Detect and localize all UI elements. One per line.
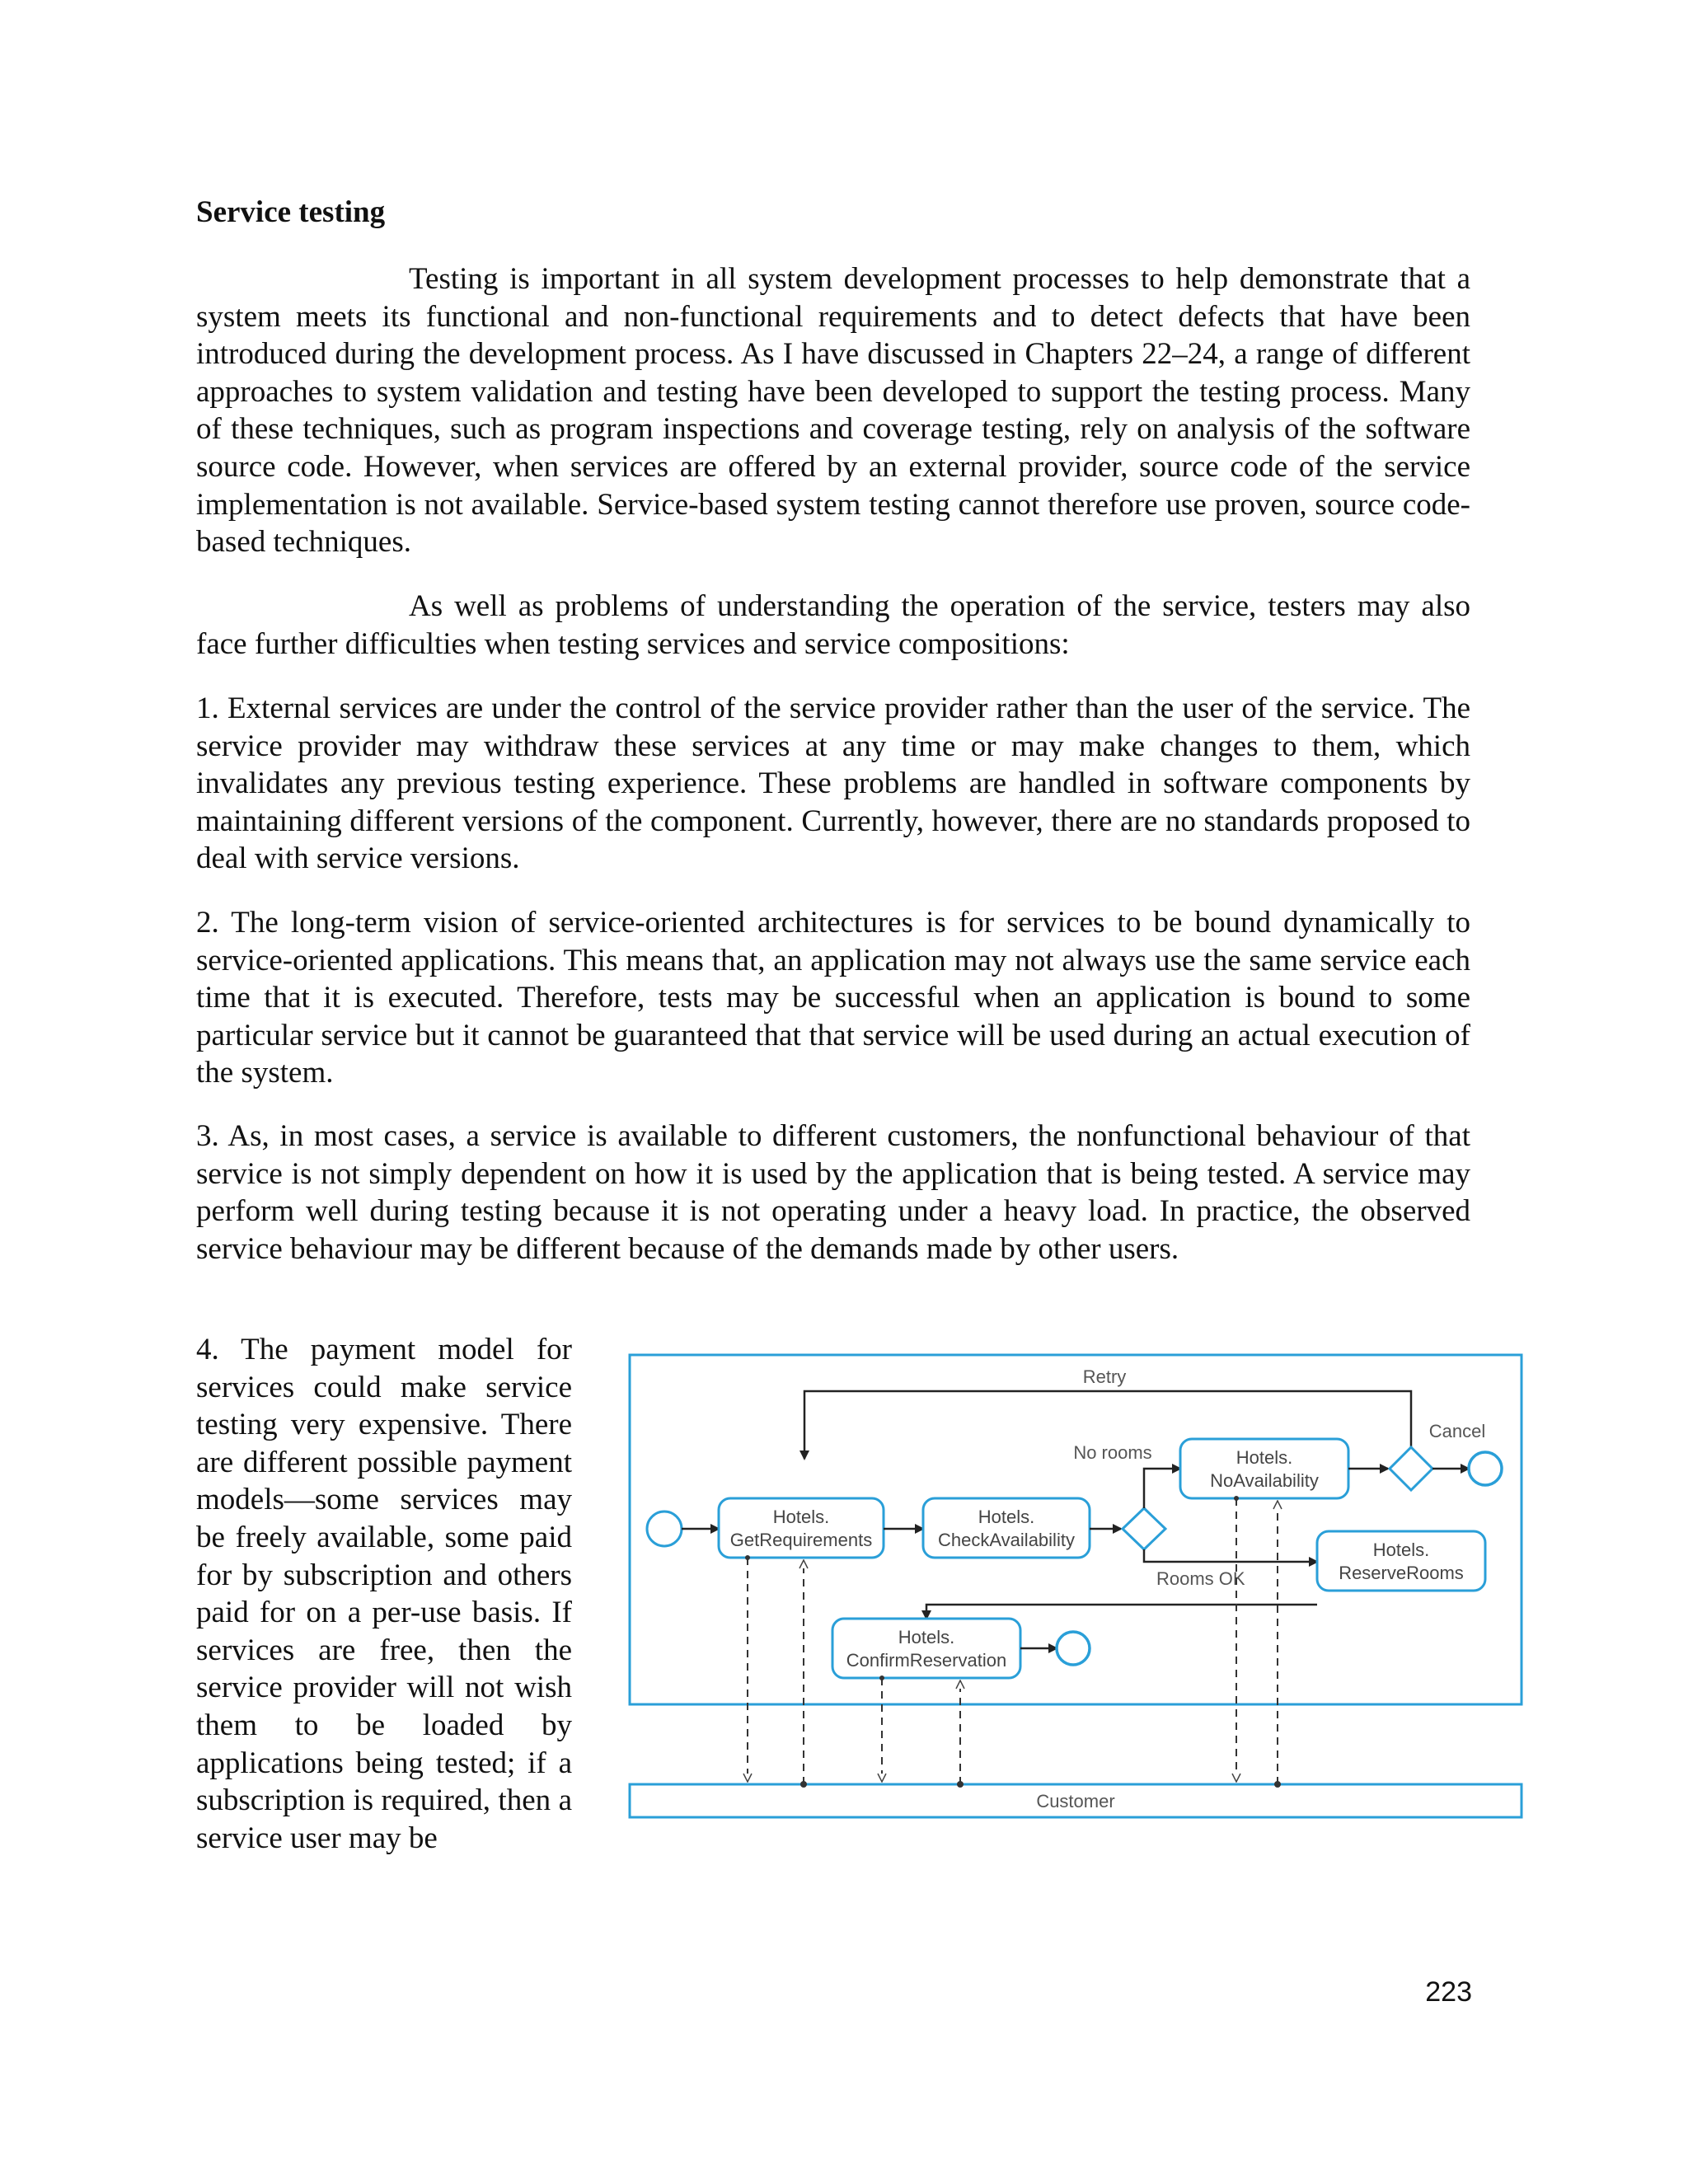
activity-diagram [626,1352,1525,1825]
rooms-ok-label: Rooms OK [1156,1568,1245,1589]
retry-decision [1390,1447,1432,1490]
check-availability-node [923,1498,1090,1558]
svg-text:CheckAvailability: CheckAvailability [938,1530,1075,1550]
svg-text:Hotels.: Hotels. [1372,1540,1430,1560]
retry-label: Retry [1082,1366,1127,1387]
no-rooms-arrow [1144,1469,1180,1508]
svg-text:Hotels.: Hotels. [772,1507,830,1527]
no-rooms-label: No rooms [1073,1442,1152,1463]
no-availability-node [1180,1439,1348,1498]
cancel-end-node [1469,1452,1502,1485]
list-item: 4. The payment model for services could make service testing very expensive. There are different possible payment models—some services may be freely available, some paid for by subscription and others paid for on a per-use basis. If services are free, then the service provider will not wish them to be loaded by applications being tested; if a subscription is required, then a service user may be [196,1333,572,1855]
customer-label: Customer [1036,1791,1115,1811]
list-item: 1. External services are under the control of the service provider rather than the user of the service. The service provider may withdraw these services at any time or may make changes to them, which invalidates any previous testing experience. These problems are handled in software components by maintaining different versions of the component. Currently, however, there are no standards proposed to deal with service versions. [196,691,1470,876]
svg-text:ReserveRooms: ReserveRooms [1339,1563,1464,1583]
get-requirements-node [719,1498,884,1558]
list-item: 3. As, in most cases, a service is available to different customers, the nonfunctional behaviour of that service is not simply dependent on how it is used by the application that is being tested. A service may perform well during testing because it is not operating under a heavy load. In practice, the observed service behaviour may be different because of the demands made by other users. [196,1119,1470,1266]
reserve-rooms-node [1317,1531,1485,1591]
availability-decision [1123,1508,1165,1549]
svg-text:Hotels.: Hotels. [978,1507,1035,1527]
svg-text:GetRequirements: GetRequirements [729,1530,873,1550]
page-number: 223 [1425,1976,1472,2008]
lead-paragraph: As well as problems of understanding the operation of the service, testers may also face further difficulties when testing services and service compositions: [196,589,1470,661]
section-heading: Service testing [196,195,386,229]
rooms-ok-arrow [1144,1549,1317,1562]
list-item: 2. The long-term vision of service-oriented architectures is for services to be bound dynamically to service-oriented applications. This means that, an application may not always use the same service each time that it is executed. Therefore, tests may be successful when an application is bound to some particular service but it cannot be guaranteed that that service will be used during an actual execution of the system. [196,906,1470,1090]
confirm-reservation-node [832,1619,1020,1678]
svg-text:Hotels.: Hotels. [1236,1447,1293,1468]
intro-paragraph: Testing is important in all system development processes to help demonstrate that a system meets its functional and non-functional requirements and to detect defects that have been introduced during the development process. As I have discussed in Chapters 22–24, a range of different approaches to system validation and testing have been developed to support the testing process. Many of these techniques, such as program inspections and coverage testing, rely on analysis of the software source code. However, when services are offered by an external provider, source code of the service implementation is not available. Service-based system testing cannot therefore use proven, source code-based techniques. [196,262,1470,560]
svg-text:ConfirmReservation: ConfirmReservation [846,1650,1007,1671]
flow-arrow [926,1605,1317,1619]
svg-text:NoAvailability: NoAvailability [1210,1470,1319,1491]
svg-text:Hotels.: Hotels. [898,1627,955,1647]
start-node [647,1511,682,1546]
cancel-label: Cancel [1428,1421,1486,1441]
final-end-node [1057,1632,1090,1665]
